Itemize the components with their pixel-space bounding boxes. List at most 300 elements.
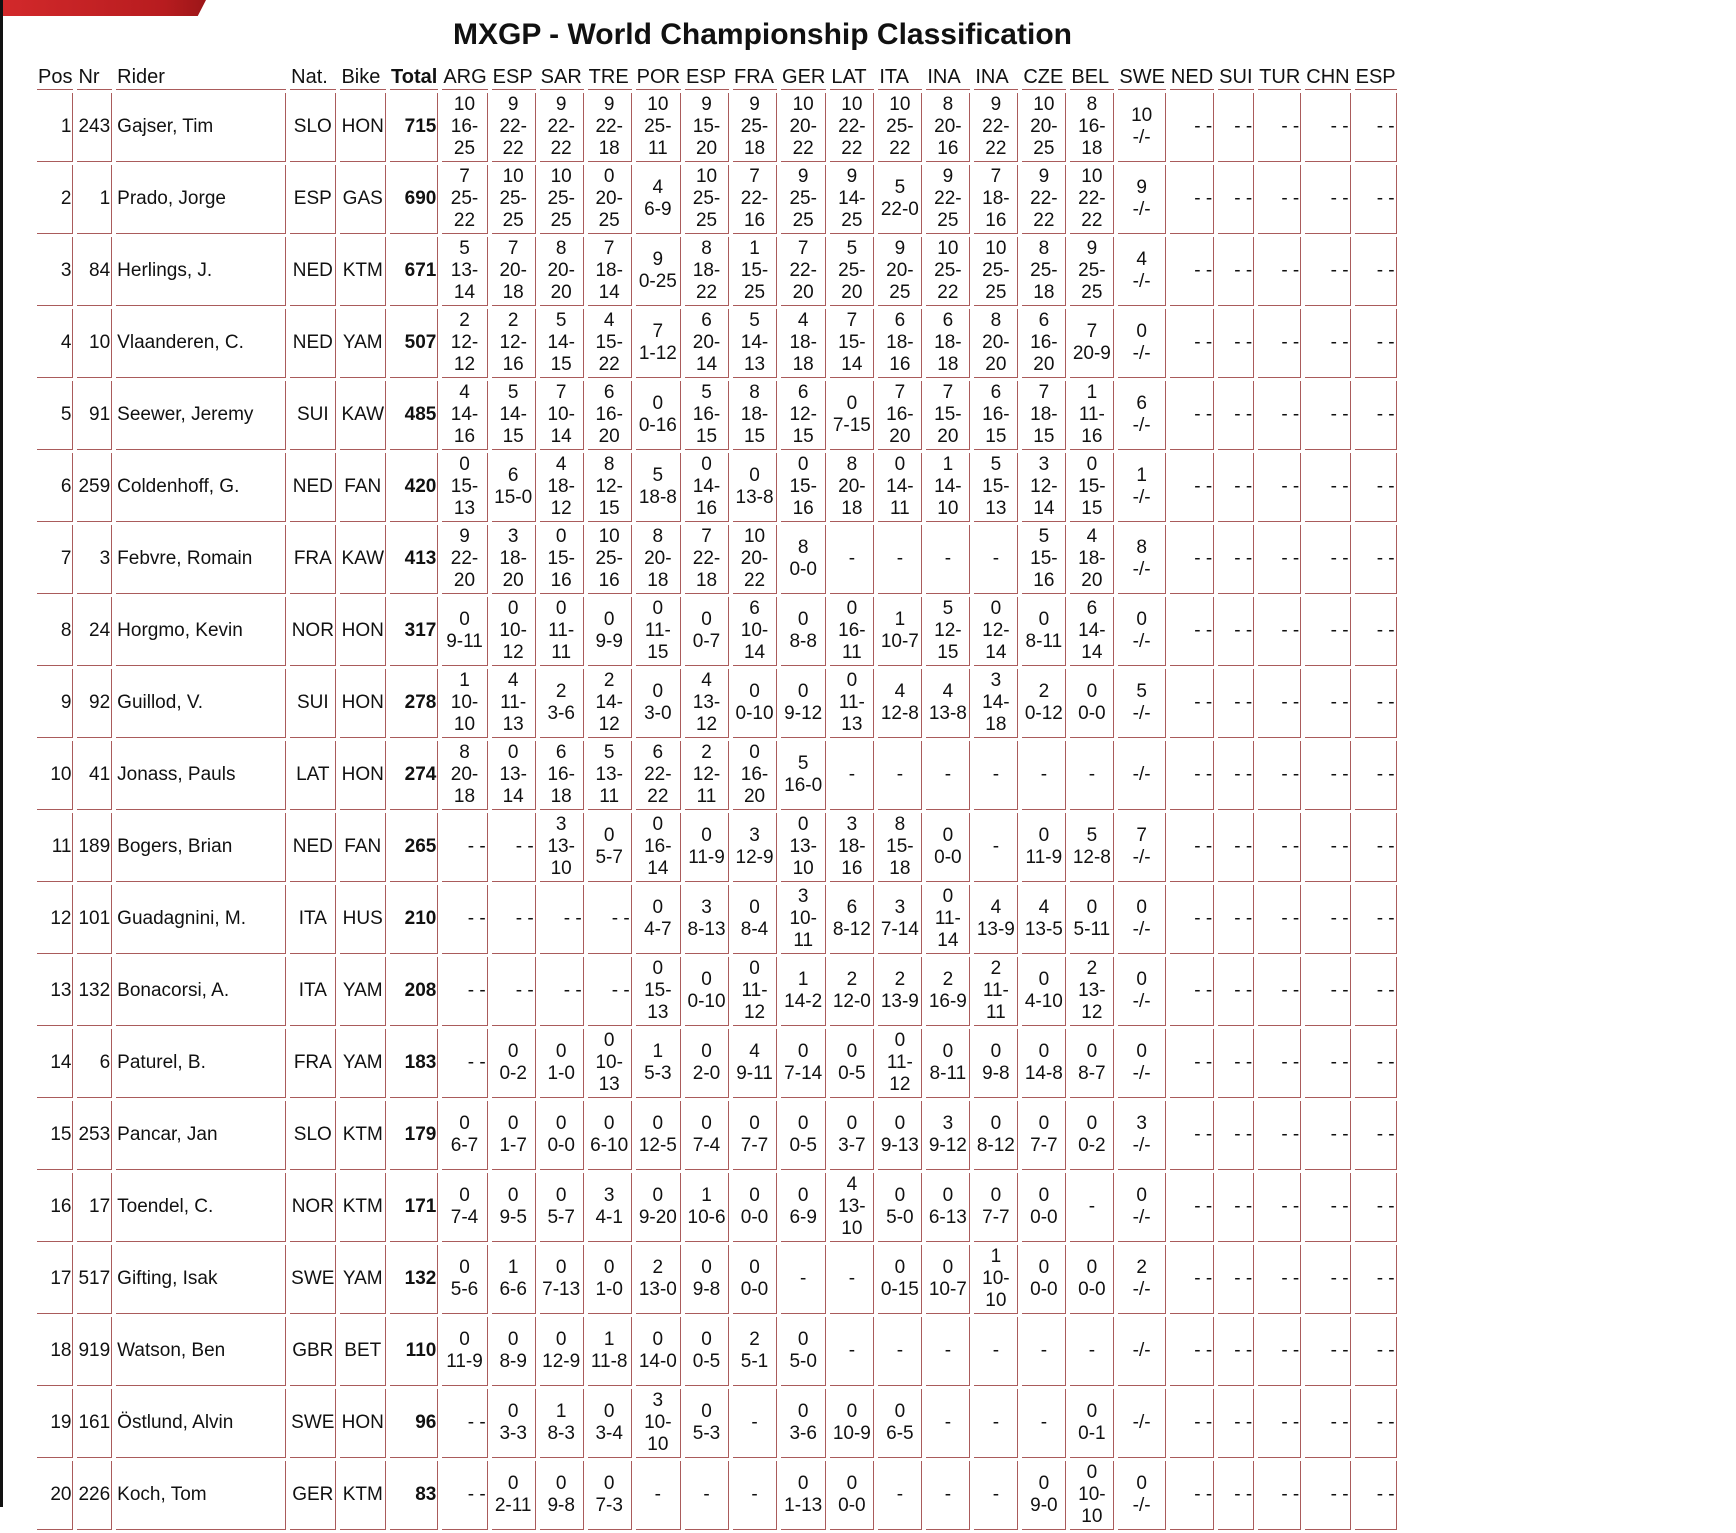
cell-round-result: -	[1022, 741, 1066, 810]
cell-round-result: 0 20- 25	[588, 165, 632, 234]
cell-round-result: 0 12-9	[540, 1317, 584, 1386]
cell-total: 715	[390, 93, 438, 162]
cell-round-result: 8 -/-	[1118, 525, 1166, 594]
cell-round-result: - -	[1170, 741, 1214, 810]
cell-round-result: 0 9-8	[685, 1245, 729, 1314]
cell-pos: 10	[37, 741, 73, 810]
cell-round-result: 7 20- 18	[492, 237, 536, 306]
cell-round-result: - -	[1305, 1029, 1350, 1098]
cell-pos: 12	[37, 885, 73, 954]
cell-round-result: -	[830, 1245, 874, 1314]
cell-nat: NED	[290, 309, 336, 378]
cell-round-result: - -	[1218, 597, 1254, 666]
cell-pos: 6	[37, 453, 73, 522]
cell-round-result: 6 15-0	[492, 453, 536, 522]
column-header: GER	[781, 65, 826, 90]
cell-round-result: - -	[1305, 957, 1350, 1026]
cell-round-result: 0 3-6	[781, 1389, 826, 1458]
cell-round-result: 8 20- 18	[830, 453, 874, 522]
cell-round-result: 0 1-0	[588, 1245, 632, 1314]
cell-round-result: 0 7-4	[685, 1101, 729, 1170]
cell-round-result: 0 3-0	[636, 669, 681, 738]
cell-round-result: - -	[1305, 237, 1350, 306]
cell-bike: BET	[340, 1317, 386, 1386]
cell-round-result: - -	[492, 957, 536, 1026]
cell-round-result: 9 22- 18	[588, 93, 632, 162]
cell-round-result: 0 8-11	[1022, 597, 1066, 666]
cell-round-result: - -	[1305, 1317, 1350, 1386]
cell-round-result: 0 10- 12	[492, 597, 536, 666]
cell-round-result: -	[1022, 1317, 1066, 1386]
cell-round-result: 0 6-7	[442, 1101, 487, 1170]
cell-round-result: 0 0-16	[636, 381, 681, 450]
cell-round-result: 0 10- 10	[1070, 1461, 1114, 1530]
table-row	[37, 525, 1397, 594]
cell-nr: 92	[77, 669, 112, 738]
cell-round-result: 1 8-3	[540, 1389, 584, 1458]
cell-round-result: - -	[1355, 597, 1397, 666]
cell-total: 507	[390, 309, 438, 378]
cell-nr: 3	[77, 525, 112, 594]
cell-round-result: 0 8-8	[781, 597, 826, 666]
cell-nr: 41	[77, 741, 112, 810]
cell-round-result: 0 12-5	[636, 1101, 681, 1170]
cell-round-result: 3 7-14	[878, 885, 922, 954]
column-header: Nat.	[290, 65, 336, 90]
cell-round-result: 9 25- 25	[1070, 237, 1114, 306]
cell-round-result: - -	[1170, 93, 1214, 162]
cell-round-result: 4 13-8	[926, 669, 970, 738]
cell-bike: HON	[340, 669, 386, 738]
column-header: NED	[1170, 65, 1214, 90]
cell-round-result: - -	[1355, 669, 1397, 738]
cell-round-result: 0 11-9	[685, 813, 729, 882]
cell-nat: NOR	[290, 597, 336, 666]
cell-round-result: - -	[588, 957, 632, 1026]
cell-round-result: 5 14- 13	[733, 309, 777, 378]
cell-pos: 1	[37, 93, 73, 162]
table-row	[37, 741, 1397, 810]
cell-round-result: 6 10- 14	[733, 597, 777, 666]
column-header: Bike	[340, 65, 386, 90]
cell-round-result: 2 12- 16	[492, 309, 536, 378]
cell-round-result: 9 25- 25	[781, 165, 826, 234]
cell-round-result: 0 7-3	[588, 1461, 632, 1530]
cell-round-result: 0 14- 11	[878, 453, 922, 522]
cell-round-result: 0 0-10	[733, 669, 777, 738]
cell-round-result: 2 14- 12	[588, 669, 632, 738]
cell-round-result: - -	[1218, 381, 1254, 450]
cell-round-result: -/-	[1118, 1389, 1166, 1458]
cell-round-result: 1 11-8	[588, 1317, 632, 1386]
cell-round-result: 8 12- 15	[588, 453, 632, 522]
cell-round-result: 10 25- 22	[878, 93, 922, 162]
cell-nr: 6	[77, 1029, 112, 1098]
cell-round-result: - -	[1355, 165, 1397, 234]
column-header: Pos	[37, 65, 73, 90]
cell-nr: 253	[77, 1101, 112, 1170]
cell-bike: KTM	[340, 1461, 386, 1530]
cell-round-result: - -	[1170, 1029, 1214, 1098]
cell-round-result: 0 0-5	[685, 1317, 729, 1386]
cell-round-result: 0 7-7	[974, 1173, 1018, 1242]
cell-total: 96	[390, 1389, 438, 1458]
cell-pos: 18	[37, 1317, 73, 1386]
cell-round-result: 7 18- 15	[1022, 381, 1066, 450]
cell-round-result: 0 15- 16	[781, 453, 826, 522]
cell-round-result: 3 -/-	[1118, 1101, 1166, 1170]
cell-round-result: 1 14- 10	[926, 453, 970, 522]
cell-nat: GBR	[290, 1317, 336, 1386]
cell-total: 183	[390, 1029, 438, 1098]
cell-total: 110	[390, 1317, 438, 1386]
cell-round-result: - -	[1218, 885, 1254, 954]
cell-pos: 11	[37, 813, 73, 882]
cell-nat: SWE	[290, 1245, 336, 1314]
cell-round-result: - -	[1170, 309, 1214, 378]
cell-round-result: 0 8-9	[492, 1317, 536, 1386]
cell-bike: YAM	[340, 1245, 386, 1314]
cell-round-result: 0 0-5	[830, 1029, 874, 1098]
table-row	[37, 1389, 1397, 1458]
cell-round-result: 10 25- 25	[492, 165, 536, 234]
cell-round-result: 10 22- 22	[1070, 165, 1114, 234]
cell-round-result: - -	[1258, 1389, 1301, 1458]
cell-round-result: 0 9-20	[636, 1173, 681, 1242]
cell-pos: 15	[37, 1101, 73, 1170]
cell-round-result: 10 16- 25	[442, 93, 487, 162]
cell-pos: 7	[37, 525, 73, 594]
cell-round-result: 2 5-1	[733, 1317, 777, 1386]
cell-round-result: 6 18- 18	[926, 309, 970, 378]
cell-round-result: 8 18- 22	[685, 237, 729, 306]
cell-round-result: 9 15- 20	[685, 93, 729, 162]
cell-round-result: 0 -/-	[1118, 309, 1166, 378]
cell-round-result: - -	[1258, 525, 1301, 594]
cell-round-result: 4 18- 18	[781, 309, 826, 378]
cell-round-result: -	[781, 1245, 826, 1314]
cell-round-result: 9 22- 25	[926, 165, 970, 234]
cell-round-result: 0 -/-	[1118, 1461, 1166, 1530]
cell-round-result: 4 13-9	[974, 885, 1018, 954]
left-border	[0, 0, 3, 1507]
cell-round-result: 0 15- 13	[442, 453, 487, 522]
cell-round-result: 0 5-0	[878, 1173, 922, 1242]
cell-round-result: 0 6-13	[926, 1173, 970, 1242]
cell-round-result: - -	[1355, 525, 1397, 594]
cell-round-result: 1 6-6	[492, 1245, 536, 1314]
cell-round-result: 6 20- 14	[685, 309, 729, 378]
cell-round-result: 5 -/-	[1118, 669, 1166, 738]
cell-round-result: - -	[1218, 1461, 1254, 1530]
cell-round-result: 6 16- 20	[588, 381, 632, 450]
cell-round-result: 1 10- 10	[974, 1245, 1018, 1314]
cell-round-result: -/-	[1118, 1317, 1166, 1386]
cell-round-result: 2 12-0	[830, 957, 874, 1026]
cell-round-result: - -	[1258, 1029, 1301, 1098]
cell-round-result: 2 12- 11	[685, 741, 729, 810]
cell-round-result: 8 16- 18	[1070, 93, 1114, 162]
cell-round-result: - -	[1170, 165, 1214, 234]
cell-round-result: - -	[442, 813, 487, 882]
cell-round-result: - -	[1355, 1317, 1397, 1386]
cell-round-result: - -	[1218, 1101, 1254, 1170]
cell-round-result: 0 0-7	[685, 597, 729, 666]
cell-rider: Febvre, Romain	[116, 525, 286, 594]
cell-bike: HON	[340, 93, 386, 162]
column-header: INA	[926, 65, 970, 90]
cell-round-result: - -	[442, 957, 487, 1026]
cell-round-result: - -	[1305, 93, 1350, 162]
cell-round-result: - -	[442, 1461, 487, 1530]
cell-round-result: - -	[1218, 93, 1254, 162]
column-header: ESP	[492, 65, 536, 90]
table-row	[37, 93, 1397, 162]
cell-round-result: 0 9-8	[540, 1461, 584, 1530]
classification-table	[33, 62, 1401, 1533]
cell-round-result: - -	[1305, 1461, 1350, 1530]
cell-pos: 20	[37, 1461, 73, 1530]
cell-round-result: 1 10-6	[685, 1173, 729, 1242]
cell-round-result: 0 15- 15	[1070, 453, 1114, 522]
column-header: TRE	[588, 65, 632, 90]
table-row	[37, 453, 1397, 522]
cell-round-result: 9 20- 25	[878, 237, 922, 306]
cell-nr: 84	[77, 237, 112, 306]
cell-round-result: 9 14- 25	[830, 165, 874, 234]
cell-round-result: - -	[1170, 1173, 1214, 1242]
cell-round-result: - -	[1170, 1101, 1214, 1170]
cell-nat: SWE	[290, 1389, 336, 1458]
cell-round-result: - -	[442, 1029, 487, 1098]
cell-round-result: 7 16- 20	[878, 381, 922, 450]
cell-round-result: 0 5-3	[685, 1389, 729, 1458]
cell-round-result: 10 25- 25	[540, 165, 584, 234]
cell-round-result: - -	[1305, 1173, 1350, 1242]
cell-round-result: 10 25- 25	[685, 165, 729, 234]
cell-bike: FAN	[340, 813, 386, 882]
cell-rider: Prado, Jorge	[116, 165, 286, 234]
cell-round-result: 0 11-9	[1022, 813, 1066, 882]
cell-round-result: 0 10-9	[830, 1389, 874, 1458]
cell-round-result: 7 18- 14	[588, 237, 632, 306]
cell-round-result: 0 12- 14	[974, 597, 1018, 666]
cell-bike: KAW	[340, 525, 386, 594]
cell-round-result: 3 8-13	[685, 885, 729, 954]
cell-round-result: - -	[1170, 669, 1214, 738]
cell-round-result: - -	[1218, 813, 1254, 882]
cell-nat: ITA	[290, 957, 336, 1026]
cell-round-result: 6 -/-	[1118, 381, 1166, 450]
column-header: BEL	[1070, 65, 1114, 90]
cell-round-result: 10 25- 22	[926, 237, 970, 306]
cell-round-result: 10 25- 16	[588, 525, 632, 594]
cell-nr: 243	[77, 93, 112, 162]
cell-nr: 10	[77, 309, 112, 378]
cell-round-result: 9 22- 22	[540, 93, 584, 162]
cell-round-result: 1 11- 16	[1070, 381, 1114, 450]
cell-round-result: - -	[1305, 813, 1350, 882]
cell-round-result: 2 16-9	[926, 957, 970, 1026]
cell-round-result: -/-	[1118, 741, 1166, 810]
cell-round-result: 0 7-15	[830, 381, 874, 450]
cell-round-result: 7 18- 16	[974, 165, 1018, 234]
cell-round-result: 0 14-0	[636, 1317, 681, 1386]
cell-round-result: 5 13- 11	[588, 741, 632, 810]
cell-round-result: 0 3-7	[830, 1101, 874, 1170]
cell-pos: 17	[37, 1245, 73, 1314]
cell-round-result: 0 0-0	[1070, 669, 1114, 738]
cell-nat: NED	[290, 237, 336, 306]
cell-pos: 9	[37, 669, 73, 738]
cell-round-result: 5 16-0	[781, 741, 826, 810]
cell-round-result: 4 15- 22	[588, 309, 632, 378]
cell-bike: YAM	[340, 309, 386, 378]
cell-round-result: - -	[1355, 93, 1397, 162]
cell-round-result: 4 12-8	[878, 669, 922, 738]
cell-round-result: 0 2-0	[685, 1029, 729, 1098]
cell-round-result: - -	[1170, 1461, 1214, 1530]
cell-bike: HUS	[340, 885, 386, 954]
cell-total: 317	[390, 597, 438, 666]
cell-round-result: - -	[1170, 885, 1214, 954]
cell-round-result: -	[974, 741, 1018, 810]
table-row	[37, 669, 1397, 738]
cell-round-result: 7 22- 18	[685, 525, 729, 594]
cell-round-result: 0 -/-	[1118, 1029, 1166, 1098]
column-header: ARG	[442, 65, 487, 90]
cell-round-result: 0 5-0	[781, 1317, 826, 1386]
cell-round-result: - -	[1258, 1245, 1301, 1314]
table-row	[37, 1317, 1397, 1386]
cell-round-result: - -	[442, 885, 487, 954]
column-header: ESP	[1355, 65, 1397, 90]
cell-round-result: 0 11- 12	[733, 957, 777, 1026]
cell-round-result: 6 8-12	[830, 885, 874, 954]
cell-rider: Guillod, V.	[116, 669, 286, 738]
column-header: Rider	[116, 65, 286, 90]
cell-round-result: 2 13- 12	[1070, 957, 1114, 1026]
cell-round-result: -	[926, 525, 970, 594]
cell-round-result: - -	[1170, 1389, 1214, 1458]
cell-round-result: -	[974, 813, 1018, 882]
cell-round-result: 4 18- 12	[540, 453, 584, 522]
cell-nr: 1	[77, 165, 112, 234]
cell-round-result: - -	[1218, 1389, 1254, 1458]
cell-rider: Toendel, C.	[116, 1173, 286, 1242]
cell-round-result: 0 0-2	[1070, 1101, 1114, 1170]
cell-round-result: 5 22-0	[878, 165, 922, 234]
cell-round-result: 0 9-11	[442, 597, 487, 666]
table-row	[37, 597, 1397, 666]
cell-round-result: 0 2-11	[492, 1461, 536, 1530]
cell-round-result: - -	[1258, 597, 1301, 666]
cell-round-result: 1 -/-	[1118, 453, 1166, 522]
cell-nat: SUI	[290, 669, 336, 738]
cell-round-result: - -	[1218, 741, 1254, 810]
cell-round-result: - -	[1258, 309, 1301, 378]
cell-round-result: 0 0-10	[685, 957, 729, 1026]
cell-round-result: 0 11-9	[442, 1317, 487, 1386]
cell-round-result: - -	[1258, 93, 1301, 162]
cell-round-result: 0 13-8	[733, 453, 777, 522]
table-row	[37, 237, 1397, 306]
cell-round-result: - -	[1355, 1461, 1397, 1530]
cell-round-result: 5 15- 16	[1022, 525, 1066, 594]
cell-round-result: 0 1-13	[781, 1461, 826, 1530]
cell-nat: NED	[290, 453, 336, 522]
cell-pos: 3	[37, 237, 73, 306]
cell-round-result: 3 12- 14	[1022, 453, 1066, 522]
cell-round-result: 0 0-2	[492, 1029, 536, 1098]
cell-round-result: 8 25- 18	[1022, 237, 1066, 306]
cell-round-result: - -	[1305, 597, 1350, 666]
cell-round-result: 0 0-0	[1022, 1173, 1066, 1242]
cell-round-result: -	[878, 1461, 922, 1530]
cell-round-result: - -	[1258, 165, 1301, 234]
cell-total: 413	[390, 525, 438, 594]
cell-rider: Paturel, B.	[116, 1029, 286, 1098]
page-title: MXGP - World Championship Classification	[453, 18, 1072, 51]
cell-round-result: 0 10-7	[926, 1245, 970, 1314]
cell-round-result: 0 0-0	[1022, 1245, 1066, 1314]
cell-round-result: 0 9-8	[974, 1029, 1018, 1098]
cell-round-result: - -	[1170, 453, 1214, 522]
cell-round-result: - -	[492, 885, 536, 954]
cell-round-result: 0 16- 20	[733, 741, 777, 810]
cell-round-result: 8 15- 18	[878, 813, 922, 882]
cell-round-result: 5 12-8	[1070, 813, 1114, 882]
cell-round-result: 4 6-9	[636, 165, 681, 234]
table-row	[37, 957, 1397, 1026]
cell-round-result: -	[974, 1389, 1018, 1458]
cell-round-result: 0 11- 12	[878, 1029, 922, 1098]
cell-round-result: 2 13-9	[878, 957, 922, 1026]
cell-round-result: 5 18-8	[636, 453, 681, 522]
cell-nat: NED	[290, 813, 336, 882]
cell-round-result: 0 5-7	[588, 813, 632, 882]
cell-round-result: - -	[1170, 597, 1214, 666]
cell-round-result: 8 20- 20	[974, 309, 1018, 378]
cell-round-result: 6 22- 22	[636, 741, 681, 810]
cell-round-result: 0 7-4	[442, 1173, 487, 1242]
column-header: TUR	[1258, 65, 1301, 90]
cell-nat: GER	[290, 1461, 336, 1530]
cell-rider: Horgmo, Kevin	[116, 597, 286, 666]
cell-round-result: 0 9-12	[781, 669, 826, 738]
cell-nr: 189	[77, 813, 112, 882]
cell-round-result: 0 3-3	[492, 1389, 536, 1458]
cell-round-result: - -	[1170, 813, 1214, 882]
table-row	[37, 381, 1397, 450]
cell-round-result: - -	[1355, 885, 1397, 954]
cell-round-result: 2 11- 11	[974, 957, 1018, 1026]
cell-total: 83	[390, 1461, 438, 1530]
cell-round-result: 0 -/-	[1118, 597, 1166, 666]
cell-round-result: 0 4-7	[636, 885, 681, 954]
cell-pos: 14	[37, 1029, 73, 1098]
cell-round-result: - -	[1218, 237, 1254, 306]
cell-round-result: - -	[492, 813, 536, 882]
cell-round-result: 4 13- 12	[685, 669, 729, 738]
cell-round-result: 7 10- 14	[540, 381, 584, 450]
cell-round-result: - -	[1355, 237, 1397, 306]
cell-rider: Herlings, J.	[116, 237, 286, 306]
cell-nr: 17	[77, 1173, 112, 1242]
cell-round-result: 9 25- 18	[733, 93, 777, 162]
cell-rider: Gifting, Isak	[116, 1245, 286, 1314]
cell-round-result: 6 16- 18	[540, 741, 584, 810]
